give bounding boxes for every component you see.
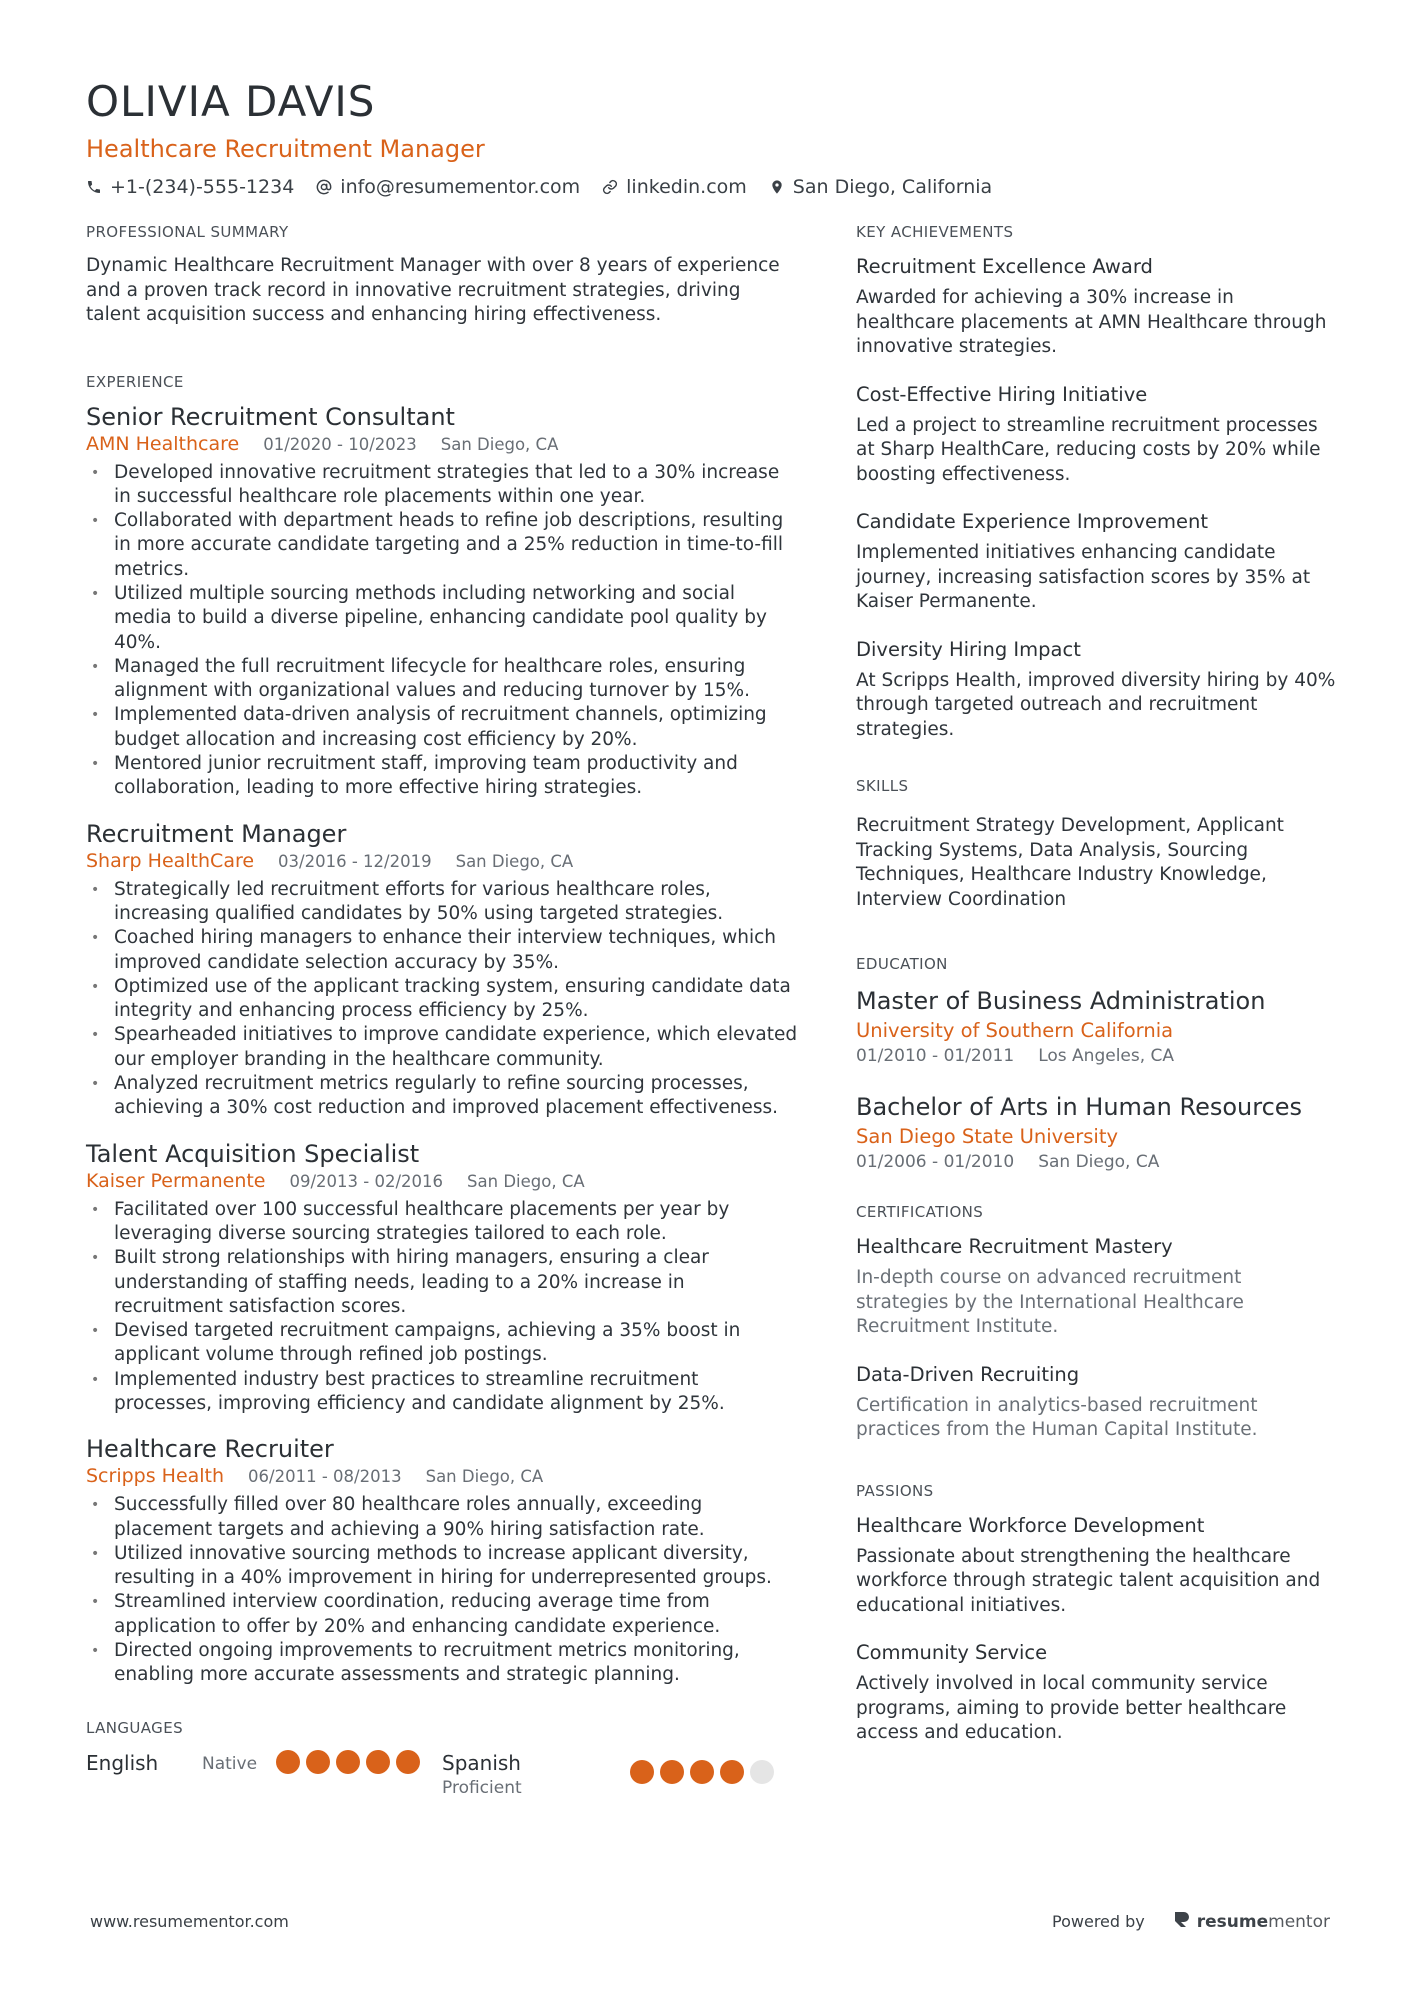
certification-item bbox=[856, 1234, 1336, 1340]
job-location: San Diego, CA bbox=[425, 1467, 544, 1487]
job-meta bbox=[86, 1169, 798, 1194]
rating-dot-filled bbox=[660, 1760, 684, 1784]
achievement-title: Cost-Effective Hiring Initiative bbox=[856, 382, 1148, 406]
job-bullet: • Implemented data-driven analysis of recruitment channels, optimizing budget allocation and increasing cost efficiency by 20%. bbox=[86, 703, 798, 752]
job-bullets bbox=[86, 878, 798, 1121]
language-item bbox=[442, 1750, 798, 1800]
education-heading: EDUCATION bbox=[856, 955, 948, 973]
achievement-title: Recruitment Excellence Award bbox=[856, 255, 1153, 278]
rating-dot-filled bbox=[306, 1750, 330, 1774]
language-label bbox=[442, 1750, 630, 1800]
job-title: Recruitment Manager bbox=[86, 819, 347, 848]
passion-title: Healthcare Workforce Development bbox=[856, 1513, 1205, 1537]
passion-item bbox=[856, 1640, 1336, 1746]
job-title: Healthcare Recruiter bbox=[86, 1435, 334, 1464]
languages-list bbox=[86, 1750, 798, 1800]
contact-email[interactable] bbox=[316, 174, 580, 200]
job-bullet: • Devised targeted recruitment campaigns, achieving a 35% boost in applicant volume through refined job postings. bbox=[86, 1319, 798, 1368]
achievements-section bbox=[856, 222, 1336, 742]
passion-text: Actively involved in local community service programs, aiming to provide better healthcare access and education. bbox=[856, 1673, 1287, 1743]
passion-item bbox=[856, 1513, 1336, 1619]
language-level: Native bbox=[202, 1753, 258, 1774]
link-icon bbox=[602, 179, 618, 195]
job-bullet: • Utilized multiple sourcing methods including networking and social media to build a diverse pipeline, enhancing candidate pool quality by 40%. bbox=[86, 582, 798, 655]
achievement-item bbox=[856, 509, 1336, 615]
job-company: AMN Healthcare bbox=[86, 432, 240, 455]
job-bullet: • Implemented industry best practices to streamline recruitment processes, improving efficiency and candidate alignment by 25%. bbox=[86, 1368, 798, 1417]
job-location: San Diego, CA bbox=[455, 851, 574, 871]
languages-heading: LANGUAGES bbox=[86, 1718, 184, 1737]
education-degree: Bachelor of Arts in Human Resources bbox=[856, 1093, 1303, 1121]
candidate-role: Healthcare Recruitment Manager bbox=[86, 135, 485, 163]
achievement-title: Diversity Hiring Impact bbox=[856, 637, 1081, 661]
brand-name-light: mentor bbox=[1268, 1911, 1330, 1932]
certification-title: Healthcare Recruitment Mastery bbox=[856, 1235, 1173, 1258]
passions-section bbox=[856, 1481, 1336, 1746]
rating-dot-filled bbox=[336, 1750, 360, 1774]
achievement-item bbox=[856, 382, 1336, 488]
page-footer bbox=[90, 1910, 1330, 1933]
job-bullet: • Collaborated with department heads to refine job descriptions, resulting in more accurate candidate targeting and a 25% reduction in time-to-fill metrics. bbox=[86, 509, 798, 582]
language-label bbox=[86, 1750, 202, 1776]
achievement-item bbox=[856, 254, 1336, 360]
rating-dot-filled bbox=[630, 1760, 654, 1784]
job-entry bbox=[86, 402, 798, 801]
rating-dot-filled bbox=[366, 1750, 390, 1774]
language-level: Proficient bbox=[442, 1777, 522, 1798]
job-entry bbox=[86, 819, 798, 1121]
job-bullet: • Managed the full recruitment lifecycle for healthcare roles, ensuring alignment with organizational values and reducing turnover by 15%. bbox=[86, 655, 798, 704]
job-company: Scripps Health bbox=[86, 1465, 225, 1488]
job-bullet: • Developed innovative recruitment strategies that led to a 30% increase in successful healthcare role placements within one year. bbox=[86, 461, 798, 510]
summary-text: Dynamic Healthcare Recruitment Manager with over 8 years of experience and a proven track record in innovative recruitment strategies, driving talent acquisition success and enhancing hiring effectiveness. bbox=[86, 255, 780, 325]
powered-by bbox=[1052, 1910, 1330, 1933]
rating-dot-filled bbox=[720, 1760, 744, 1784]
job-bullet: • Streamlined interview coordination, reducing average time from application to offer by 20% and enhancing candidate experience. bbox=[86, 1590, 798, 1639]
at-sign-icon bbox=[316, 179, 332, 195]
education-section bbox=[856, 954, 1336, 1174]
email-text: info@resumementor.com bbox=[340, 176, 581, 198]
location-pin-icon bbox=[769, 179, 785, 195]
job-bullet: • Analyzed recruitment metrics regularly to refine sourcing processes, achieving a 30% cost reduction and improved placement effectiveness. bbox=[86, 1072, 798, 1121]
language-rating bbox=[630, 1750, 774, 1784]
education-school: University of Southern California bbox=[856, 1019, 1174, 1042]
job-entry bbox=[86, 1434, 798, 1687]
achievement-text: At Scripps Health, improved diversity hiring by 40% through targeted outreach and recruitment strategies. bbox=[856, 669, 1336, 740]
candidate-name: OLIVIA DAVIS bbox=[86, 77, 376, 126]
location-text: San Diego, California bbox=[792, 176, 993, 198]
certifications-section bbox=[856, 1202, 1336, 1443]
job-bullets bbox=[86, 1198, 798, 1417]
education-degree: Master of Business Administration bbox=[856, 987, 1266, 1015]
contact-bar bbox=[86, 174, 1326, 200]
job-meta bbox=[86, 849, 798, 874]
language-name: English bbox=[86, 1750, 159, 1775]
education-location: Los Angeles, CA bbox=[1038, 1046, 1175, 1066]
education-dates: 01/2006 - 01/2010 bbox=[856, 1152, 1015, 1172]
job-bullet: • Optimized use of the applicant tracking system, ensuring candidate data integrity and enhancing process efficiency by 25%. bbox=[86, 975, 798, 1024]
job-dates: 06/2011 - 08/2013 bbox=[248, 1467, 402, 1487]
job-bullets bbox=[86, 1493, 798, 1687]
certifications-heading: CERTIFICATIONS bbox=[856, 1203, 984, 1221]
language-item bbox=[86, 1750, 442, 1776]
job-title: Talent Acquisition Specialist bbox=[86, 1139, 420, 1168]
language-rating bbox=[276, 1750, 420, 1774]
job-bullet: • Utilized innovative sourcing methods to increase applicant diversity, resulting in a 40% improvement in hiring for underrepresented groups. bbox=[86, 1542, 798, 1591]
education-meta bbox=[856, 1150, 1336, 1174]
achievement-text: Led a project to streamline recruitment processes at Sharp HealthCare, reducing costs by 20% while boosting effectiveness. bbox=[856, 414, 1321, 485]
job-company: Kaiser Permanente bbox=[86, 1169, 266, 1192]
powered-by-label: Powered by bbox=[1052, 1912, 1145, 1931]
experience-heading: EXPERIENCE bbox=[86, 372, 184, 391]
summary-section bbox=[86, 222, 798, 328]
certification-item bbox=[856, 1362, 1336, 1443]
passion-text: Passionate about strengthening the healthcare workforce through strategic talent acquisition and educational initiatives. bbox=[856, 1545, 1321, 1616]
linkedin-text: linkedin.com bbox=[626, 176, 747, 198]
certification-text: In-depth course on advanced recruitment strategies by the International Healthcare Recruitment Institute. bbox=[856, 1267, 1244, 1337]
job-dates: 09/2013 - 02/2016 bbox=[289, 1171, 444, 1191]
skills-text: Recruitment Strategy Development, Applicant Tracking Systems, Data Analysis, Sourcing Techniques, Healthcare Industry Knowledge, Interview Coordination bbox=[856, 815, 1284, 910]
summary-heading: PROFESSIONAL SUMMARY bbox=[86, 223, 289, 241]
achievement-item bbox=[856, 637, 1336, 743]
contact-phone bbox=[86, 174, 294, 200]
job-meta bbox=[86, 432, 798, 457]
education-item bbox=[856, 1092, 1336, 1174]
left-column bbox=[86, 222, 798, 1840]
skills-section bbox=[856, 776, 1336, 912]
achievement-title: Candidate Experience Improvement bbox=[856, 510, 1209, 533]
job-bullet: • Coached hiring managers to enhance their interview techniques, which improved candidate selection accuracy by 35%. bbox=[86, 926, 798, 975]
footer-url[interactable]: www.resumementor.com bbox=[90, 1912, 289, 1931]
job-bullet: • Directed ongoing improvements to recruitment metrics monitoring, enabling more accurate assessments and strategic planning. bbox=[86, 1639, 798, 1688]
rating-dot-empty bbox=[750, 1760, 774, 1784]
languages-section bbox=[86, 1718, 798, 1800]
education-location: San Diego, CA bbox=[1038, 1152, 1160, 1172]
job-meta bbox=[86, 1464, 798, 1489]
job-bullet: • Strategically led recruitment efforts for various healthcare roles, increasing qualified candidates by 50% using targeted strategies. bbox=[86, 878, 798, 927]
skills-heading: SKILLS bbox=[856, 777, 909, 795]
certification-title: Data-Driven Recruiting bbox=[856, 1362, 1080, 1386]
phone-icon bbox=[86, 179, 102, 195]
experience-section bbox=[86, 372, 798, 1688]
rating-dot-filled bbox=[690, 1760, 714, 1784]
job-bullet: • Mentored junior recruitment staff, improving team productivity and collaboration, leading to more effective hiring strategies. bbox=[86, 752, 798, 801]
achievements-heading: KEY ACHIEVEMENTS bbox=[856, 223, 1014, 241]
contact-location bbox=[769, 174, 992, 200]
education-item bbox=[856, 986, 1336, 1068]
passion-title: Community Service bbox=[856, 1641, 1048, 1664]
education-meta bbox=[856, 1044, 1336, 1068]
job-title: Senior Recruitment Consultant bbox=[86, 402, 455, 431]
job-location: San Diego, CA bbox=[440, 434, 559, 454]
brand-mark-icon bbox=[1173, 1910, 1191, 1933]
right-column bbox=[856, 222, 1336, 1786]
phone-text: +1-(234)-555-1234 bbox=[110, 176, 295, 198]
job-dates: 03/2016 - 12/2019 bbox=[278, 851, 432, 871]
achievement-text: Implemented initiatives enhancing candidate journey, increasing satisfaction scores by 35% at Kaiser Permanente. bbox=[856, 542, 1311, 612]
certification-text: Certification in analytics-based recruitment practices from the Human Capital Institute. bbox=[856, 1394, 1258, 1440]
passions-heading: PASSIONS bbox=[856, 1481, 934, 1500]
education-school: San Diego State University bbox=[856, 1125, 1119, 1148]
job-bullet: • Spearheaded initiatives to improve candidate experience, which elevated our employer branding in the healthcare community. bbox=[86, 1023, 798, 1072]
language-name: Spanish bbox=[442, 1750, 521, 1775]
resume-header bbox=[86, 78, 1326, 200]
job-location: San Diego, CA bbox=[467, 1171, 585, 1191]
job-bullet: • Facilitated over 100 successful healthcare placements per year by leveraging diverse sourcing strategies tailored to each role. bbox=[86, 1198, 798, 1247]
job-dates: 01/2020 - 10/2023 bbox=[263, 434, 417, 454]
achievement-text: Awarded for achieving a 30% increase in healthcare placements at AMN Healthcare through innovative strategies. bbox=[856, 287, 1327, 357]
rating-dot-filled bbox=[396, 1750, 420, 1774]
job-bullets bbox=[86, 461, 798, 801]
brand-name-bold: resume bbox=[1196, 1911, 1269, 1932]
job-company: Sharp HealthCare bbox=[86, 849, 255, 872]
contact-linkedin[interactable] bbox=[602, 174, 747, 200]
job-bullet: • Built strong relationships with hiring managers, ensuring a clear understanding of staffing needs, leading to a 20% increase in recruitment satisfaction scores. bbox=[86, 1246, 798, 1319]
brand-logo[interactable] bbox=[1173, 1910, 1330, 1933]
job-bullet: • Successfully filled over 80 healthcare roles annually, exceeding placement targets and achieving a 90% hiring satisfaction rate. bbox=[86, 1493, 798, 1542]
rating-dot-filled bbox=[276, 1750, 300, 1774]
education-dates: 01/2010 - 01/2011 bbox=[856, 1046, 1015, 1066]
job-entry bbox=[86, 1139, 798, 1417]
